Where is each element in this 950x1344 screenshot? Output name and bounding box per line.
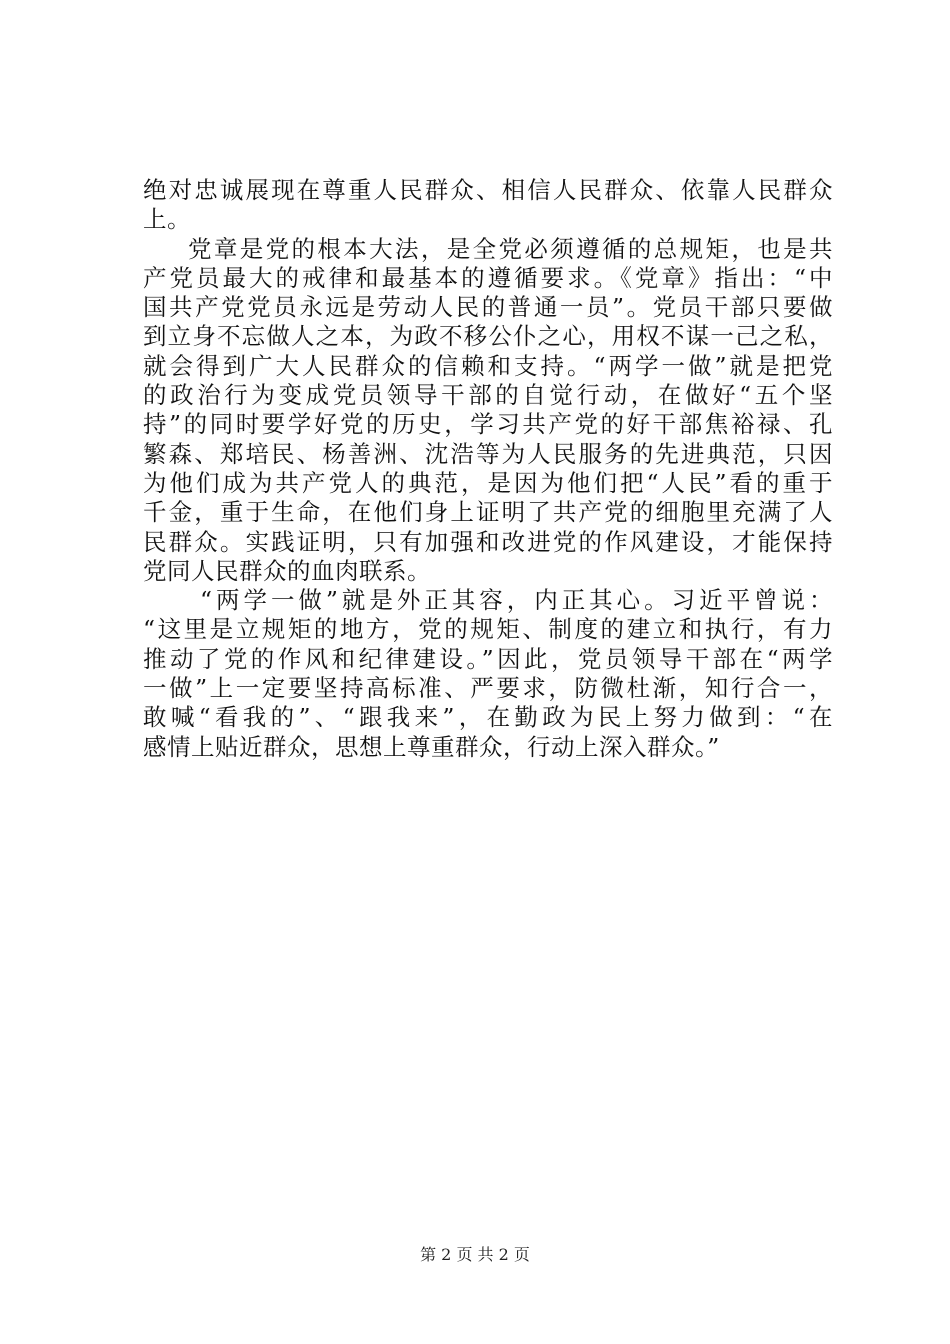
text-line: 持”的同时要学好党的历史，学习共产党的好干部焦裕禄、孔 — [143, 410, 833, 439]
text-line: 感情上贴近群众，思想上尊重群众，行动上深入群众。” — [143, 732, 720, 761]
text-line: 产党员最大的戒律和最基本的遵循要求。《党章》指出：“中 — [143, 263, 833, 292]
text-line: 绝对忠诚展现在尊重人民群众、相信人民群众、依靠人民群众 — [143, 176, 833, 204]
text-line: 民群众。实践证明，只有加强和改进党的作风建设，才能保持 — [143, 527, 833, 556]
text-line: 敢喊“看我的”、“跟我来”，在勤政为民上努力做到：“在 — [143, 703, 833, 732]
text-line: 千金，重于生命，在他们身上证明了共产党的细胞里充满了人 — [143, 498, 833, 527]
text-line: “两学一做”就是外正其容，内正其心。习近平曾说： — [200, 586, 833, 615]
text-line: 繁森、郑培民、杨善洲、沈浩等为人民服务的先进典范，只因 — [143, 439, 833, 468]
text-line: 到立身不忘做人之本，为政不移公仆之心，用权不谋一己之私， — [143, 322, 833, 351]
text-line: 为他们成为共产党人的典范，是因为他们把“人民”看的重于 — [143, 468, 833, 497]
text-line: 一做”上一定要坚持高标准、严要求，防微杜渐，知行合一， — [143, 674, 833, 703]
text-line: 国共产党党员永远是劳动人民的普通一员”。党员干部只要做 — [143, 293, 833, 322]
document-body — [143, 176, 833, 762]
text-line: 就会得到广大人民群众的信赖和支持。“两学一做”就是把党 — [143, 351, 833, 380]
text-line: 上。 — [143, 205, 191, 234]
text-line: “这里是立规矩的地方，党的规矩、制度的建立和执行，有力 — [143, 615, 833, 644]
text-line: 推动了党的作风和纪律建设。”因此，党员领导干部在“两学 — [143, 644, 833, 673]
page-footer: 第 2 页 共 2 页 — [420, 1245, 530, 1264]
text-line: 党章是党的根本大法，是全党必须遵循的总规矩，也是共 — [188, 234, 833, 263]
text-line: 党同人民群众的血肉联系。 — [143, 556, 431, 585]
text-line: 的政治行为变成党员领导干部的自觉行动，在做好“五个坚 — [143, 381, 833, 410]
